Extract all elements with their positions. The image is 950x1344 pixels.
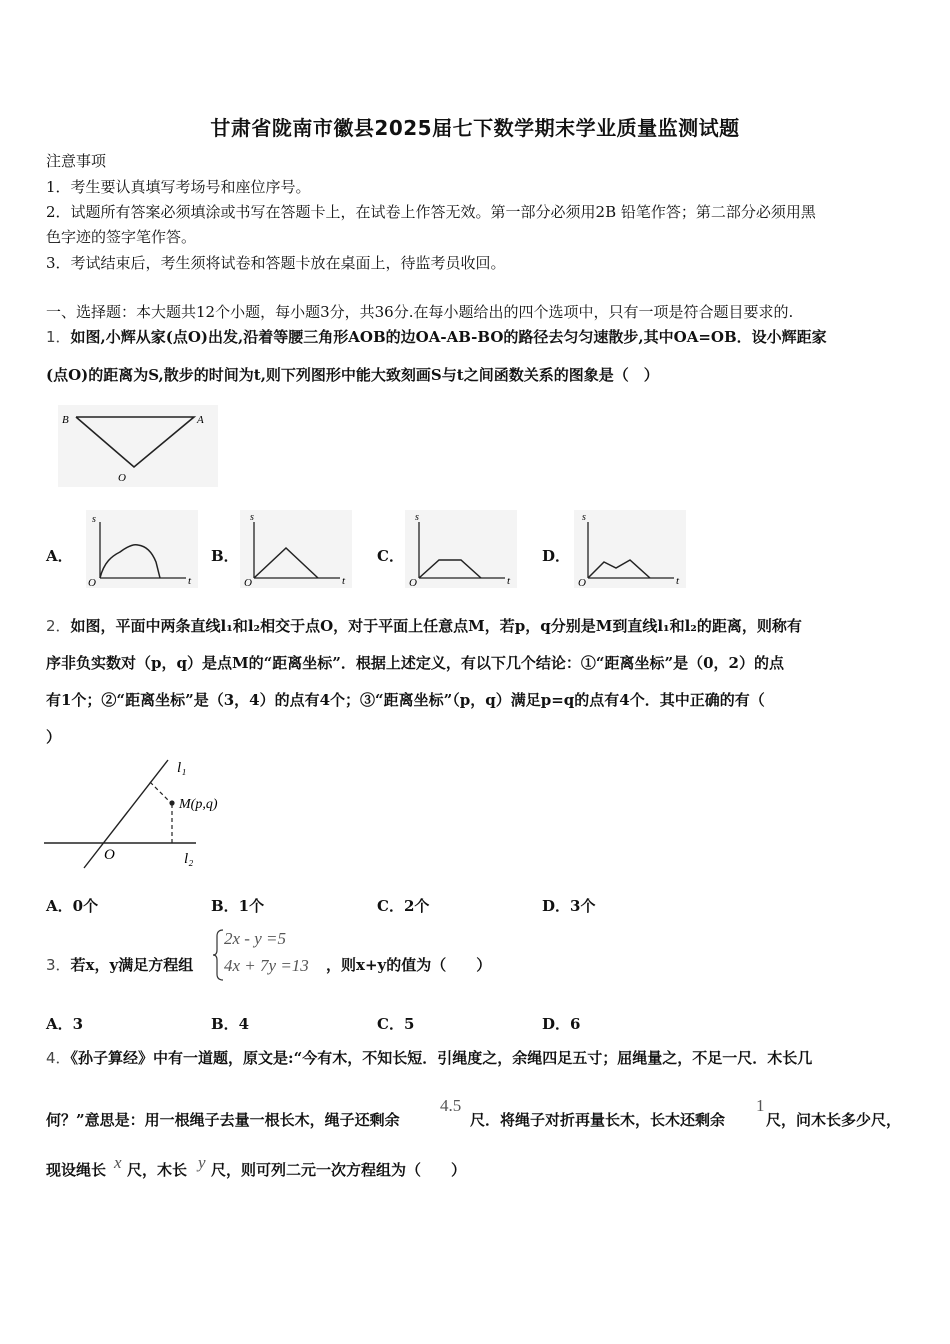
notes-item: 1．考生要认真填写考场号和座位序号。 xyxy=(46,178,311,196)
q4-line2-c: 尺，问木长多少尺， xyxy=(766,1111,902,1129)
q2-label-l1: l₁ xyxy=(177,760,187,776)
q1-option-b-label: B． xyxy=(211,547,239,565)
q4-value-1: 1 xyxy=(756,1096,765,1115)
q1-line1 xyxy=(46,326,827,348)
q2-number: 2． xyxy=(46,617,71,635)
axis-o-label: O xyxy=(88,577,96,588)
q1-option-b-graph xyxy=(240,510,352,588)
q2-lines-figure xyxy=(44,752,244,872)
q3-prefix: 若x，y满足方程组 xyxy=(70,956,194,974)
q2-option-a: A．0个 xyxy=(46,897,99,915)
q4-line3-a: 现设绳长 xyxy=(46,1161,107,1179)
q2-line3: 有1个；②“距离坐标”是（3，4）的点有4个；③“距离坐标”（p，q）满足p=q的点有4个．其中正确的有（ xyxy=(46,691,765,709)
q3-equation-1: 2x - y =5 xyxy=(224,929,286,948)
q2-option-b: B．1个 xyxy=(211,897,265,915)
q4-line2-b: 尺．将绳子对折再量长木，长木还剩余 xyxy=(470,1111,726,1129)
q4-line3-c: 尺，则可列二元一次方程组为（ ） xyxy=(211,1161,467,1179)
q2-line4: ） xyxy=(46,728,62,746)
q2-line2: 序非负实数对（p，q）是点M的“距离坐标”．根据上述定义，有以下几个结论：①“距离坐标”是（0，2）的点 xyxy=(46,654,784,672)
q2-option-d: D．3个 xyxy=(542,897,596,915)
q2-label-m: M(p,q) xyxy=(179,797,218,812)
axis-t-label: t xyxy=(507,575,511,587)
notes-item: 2．试题所有答案必须填涂或书写在答题卡上，在试卷上作答无效。第一部分必须用2B 铅笔作答；第二部分必须用黑 xyxy=(46,203,816,221)
notes-item: 色字迹的签字笔作答。 xyxy=(46,228,197,246)
q1-option-c-label: C． xyxy=(377,547,404,565)
q4-var-x: x xyxy=(114,1153,122,1172)
q4-text-1: 《孙子算经》中有一道题，原文是:“今有木，不知长短．引绳度之，余绳四足五寸；屈绳量之，不足一尺．木长几 xyxy=(70,1049,813,1067)
q2-label-o: O xyxy=(104,847,115,863)
axis-o-label: O xyxy=(578,577,586,588)
q1-option-c-graph xyxy=(405,510,517,588)
q1-line2: (点O)的距离为S,散步的时间为t,则下列图形中能大致刻画S与t之间函数关系的图象是（ ） xyxy=(46,366,659,384)
axis-t-label: t xyxy=(676,575,680,587)
q1-label-a: A xyxy=(197,414,204,426)
q4-line1 xyxy=(46,1047,812,1069)
axis-o-label: O xyxy=(409,577,417,588)
q3-option-b: B．4 xyxy=(211,1015,250,1033)
q2-option-c: C．2个 xyxy=(377,897,430,915)
axis-t-label: t xyxy=(188,575,192,587)
axis-o-label: O xyxy=(244,577,252,588)
q4-var-y: y xyxy=(198,1153,206,1172)
q1-triangle-figure xyxy=(58,405,218,487)
notes-item: 3．考试结束后，考生须将试卷和答题卡放在桌面上，待监考员收回。 xyxy=(46,254,506,272)
q3-suffix: ，则x+y的值为（ ） xyxy=(326,956,492,974)
q1-option-a-graph xyxy=(86,510,198,588)
q3-equation-2: 4x + 7y =13 xyxy=(224,956,309,975)
q1-number: 1． xyxy=(46,328,71,346)
q3-option-c: C．5 xyxy=(377,1015,415,1033)
q2-line1 xyxy=(46,615,802,637)
axis-s-label: s xyxy=(415,512,419,523)
q1-text-1: 如图,小辉从家(点O)出发,沿着等腰三角形AOB的边OA-AB-BO的路径去匀匀速散步,其中OA=OB．设小辉距家 xyxy=(70,328,827,346)
page-title: 甘肃省陇南市徽县2025届七下数学期末学业质量监测试题 xyxy=(210,116,740,140)
q4-number: 4． xyxy=(46,1049,71,1067)
q1-option-d-graph xyxy=(574,510,686,588)
q1-label-o: O xyxy=(118,472,126,484)
q3-number: 3． xyxy=(46,956,71,974)
q2-label-l2: l₂ xyxy=(184,851,194,867)
q1-option-d-label: D． xyxy=(542,547,571,565)
q1-option-a-label: A． xyxy=(46,547,73,565)
q4-value-4-5: 4.5 xyxy=(440,1096,462,1115)
q1-label-b: B xyxy=(62,414,69,426)
axis-t-label: t xyxy=(342,575,346,587)
notes-heading: 注意事项 xyxy=(46,152,107,170)
axis-s-label: s xyxy=(250,512,254,523)
q3-option-a: A．3 xyxy=(46,1015,84,1033)
axis-s-label: s xyxy=(582,512,586,523)
q4-line3-b: 尺，木长 xyxy=(127,1161,188,1179)
axis-s-label: s xyxy=(92,514,96,525)
q4-line2-a: 何？”意思是：用一根绳子去量一根长木，绳子还剩余 xyxy=(46,1111,400,1129)
q3-prefix-line xyxy=(46,954,193,976)
q2-text-1: 如图，平面中两条直线l₁和l₂相交于点O，对于平面上任意点M，若p，q分别是M到直线l₁和l₂的距离，则称有 xyxy=(70,617,802,635)
q3-option-d: D．6 xyxy=(542,1015,581,1033)
section-heading: 一、选择题：本大题共12个小题，每小题3分，共36分.在每小题给出的四个选项中，只有一项是符合题目要求的. xyxy=(46,303,794,321)
